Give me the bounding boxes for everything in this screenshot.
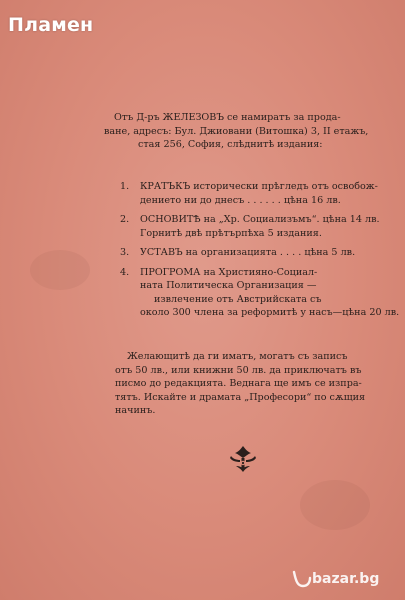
item-line: Горнитѣ двѣ прѣтърпѣха 5 издания. <box>140 227 322 239</box>
intro-paragraph <box>104 111 384 152</box>
list-item <box>120 266 400 320</box>
bazar-logo <box>288 562 400 592</box>
item-line: дението ни до днесъ . . . . . . цѣна 16 лв. <box>140 194 341 206</box>
intro-line: ване, адресъ: Бул. Джиовани (Витошка) 3, II етажъ, <box>104 125 369 137</box>
note-line: Желающитѣ да ги иматъ, могатъ съ записъ <box>127 351 348 362</box>
item-number: 3. <box>120 247 130 258</box>
note-line: отъ 50 лв., или книжни 50 лв. да приключатъ въ <box>115 364 362 376</box>
list-item <box>120 246 386 260</box>
paper-stain <box>300 480 370 530</box>
publication-list <box>120 180 400 326</box>
item-line: УСТАВЪ на организацията . . . . цѣна 5 лв. <box>140 247 356 258</box>
note-line: начинъ. <box>115 405 156 416</box>
paper-stain <box>30 250 90 290</box>
item-line: извлечение отъ Австрийската съ <box>154 293 322 305</box>
list-item <box>120 180 386 207</box>
item-number: 4. <box>120 266 130 278</box>
item-number: 1. <box>120 181 130 192</box>
note-line: писмо до редакцията. Веднага ще имъ се изпра- <box>115 378 362 389</box>
item-line: КРАТЪКЪ исторически прѣгледъ отъ освобож- <box>140 181 378 192</box>
seller-watermark: Пламен <box>8 14 94 36</box>
intro-line: стая 256, София, слѣднитѣ издания: <box>138 139 323 151</box>
item-number: 2. <box>120 214 130 225</box>
ordering-note <box>115 350 390 418</box>
note-line: тятъ. Искайте и драмата „Професори“ по сѫщия <box>115 391 366 403</box>
item-line: ната Политическа Организация — <box>140 280 317 291</box>
item-line: около 300 члена за реформитѣ у насъ—цѣна 20 лв. <box>140 307 400 318</box>
svg-text:bazar.bg: bazar.bg <box>312 571 380 587</box>
item-line: ОСНОВИТѢ на „Хр. Социализъмъ“. цѣна 14 лв. <box>140 214 380 225</box>
intro-line: Отъ Д-ръ ЖЕЛЕЗОВЪ се намиратъ за прода- <box>114 112 341 123</box>
list-item <box>120 213 386 240</box>
ornament-icon <box>227 444 259 474</box>
item-line: ПРОГРОМА на Християно-Социал- <box>140 266 318 278</box>
